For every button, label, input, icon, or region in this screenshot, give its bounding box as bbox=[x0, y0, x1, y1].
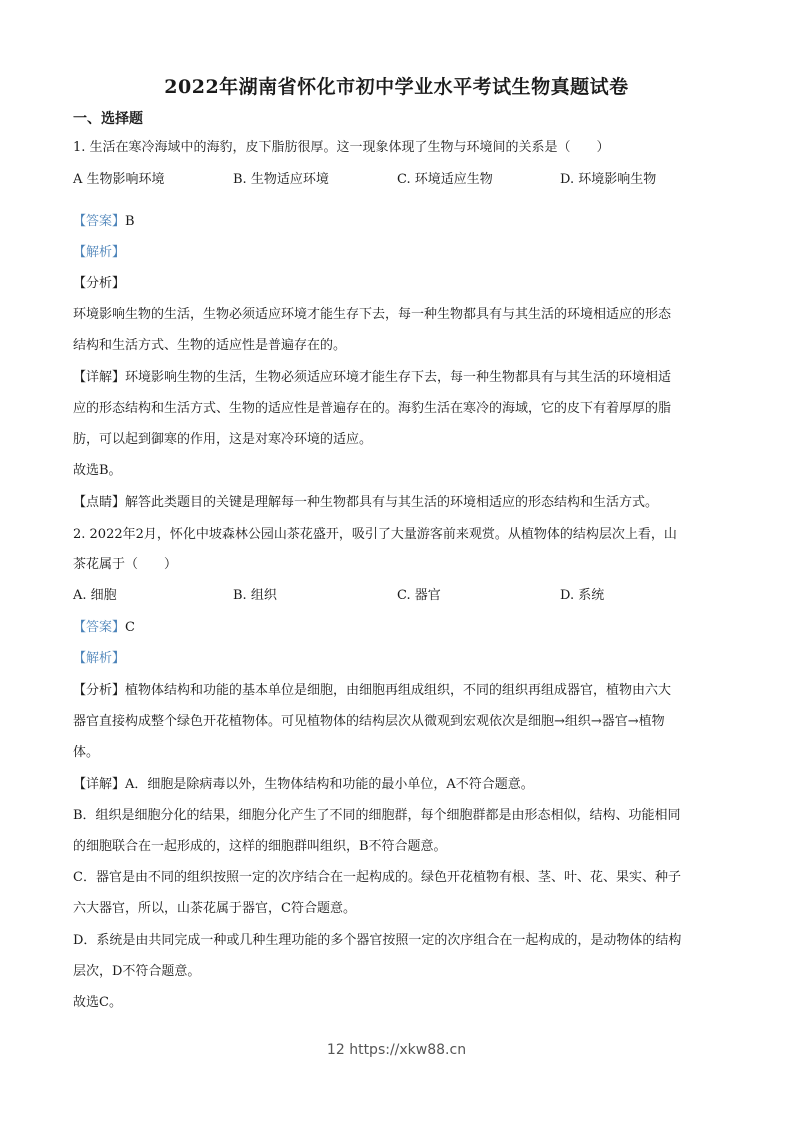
question-2-fenxi-line: 器官直接构成整个绿色开花植物体。可见植物体的结构层次从微观到宏观依次是细胞→组织→器官→植物 bbox=[73, 714, 665, 729]
question-2-fenxi bbox=[73, 682, 723, 700]
document-title: 2022年湖南省怀化市初中学业水平考试生物真题试卷 bbox=[164, 76, 629, 98]
section-heading: 一、选择题 bbox=[73, 111, 143, 127]
option-b: B. 生物适应环境 bbox=[233, 172, 329, 187]
option-a: A 生物影响环境 bbox=[73, 172, 165, 187]
question-1-xiangjie-line: 应的形态结构和生活方式、生物的适应性是普遍存在的。海豹生活在寒冷的海域，它的皮下有着厚厚的脂 bbox=[73, 401, 672, 416]
option-a: A. 细胞 bbox=[73, 588, 117, 603]
question-2-xiangjie-line: C．器官是由不同的组织按照一定的次序结合在一起构成的。绿色开花植物有根、茎、叶、花、果实、种子 bbox=[73, 870, 681, 885]
question-2-stem: 2. 2022年2月，怀化中坡森林公园山茶花盛开，吸引了大量游客前来观赏。从植物体的结构层次上看，山 bbox=[73, 527, 677, 542]
xiangjie-line: 环境影响生物的生活，生物必须适应环境才能生存下去，每一种生物都具有与其生活的环境相适 bbox=[125, 370, 672, 385]
page-footer bbox=[0, 1042, 793, 1058]
question-2-xiangjie-line: 的细胞联合在一起形成的，这样的细胞群叫组织，B不符合题意。 bbox=[73, 839, 447, 854]
fenxi-line: 植物体结构和功能的基本单位是细胞，由细胞再组成组织，不同的组织再组成器官，植物由六大 bbox=[125, 683, 672, 698]
xiangjie-line: A．细胞是除病毒以外，生物体结构和功能的最小单位，A不符合题意。 bbox=[125, 777, 534, 792]
question-1-fenxi-line: 结构和生活方式、生物的适应性是普遍存在的。 bbox=[73, 338, 347, 353]
question-1-fenxi-tag: 【分析】 bbox=[73, 276, 126, 291]
answer-value: C bbox=[125, 620, 135, 635]
question-1-dianjing bbox=[73, 494, 723, 512]
option-c: C. 器官 bbox=[397, 588, 441, 603]
dianjing-text: 解答此类题目的关键是理解每一种生物都具有与其生活的环境相适应的形态结构和生活方式。 bbox=[125, 495, 659, 510]
question-1-stem: 1. 生活在寒冷海域中的海豹，皮下脂肪很厚。这一现象体现了生物与环境间的关系是（ ） bbox=[73, 140, 610, 155]
question-1-answer bbox=[73, 213, 723, 231]
question-1-conclusion: 故选B。 bbox=[73, 463, 122, 478]
question-2-stem: 茶花属于（ ） bbox=[73, 557, 178, 572]
question-2-xiangjie-line: 层次，D不符合题意。 bbox=[73, 964, 201, 979]
question-1-fenxi-line: 环境影响生物的生活，生物必须适应环境才能生存下去，每一种生物都具有与其生活的环境相适应的形态 bbox=[73, 307, 672, 322]
footer-link[interactable]: https://xkw88.cn bbox=[349, 1042, 467, 1058]
question-2-xiangjie bbox=[73, 776, 723, 794]
question-1-analysis-tag: 【解析】 bbox=[73, 245, 126, 260]
dianjing-tag: 【点睛】 bbox=[73, 495, 126, 510]
question-2-answer bbox=[73, 619, 723, 637]
answer-tag: 【答案】 bbox=[73, 620, 126, 635]
question-2-xiangjie-line: B．组织是细胞分化的结果，细胞分化产生了不同的细胞群，每个细胞群都是由形态相似，结构、功能相同 bbox=[73, 808, 681, 823]
answer-value: B bbox=[125, 214, 135, 229]
option-b: B. 组织 bbox=[233, 588, 277, 603]
question-2-analysis-tag: 【解析】 bbox=[73, 651, 126, 666]
question-2-conclusion: 故选C。 bbox=[73, 995, 122, 1010]
page-number: 12 bbox=[326, 1042, 345, 1058]
question-1-xiangjie-line: 肪，可以起到御寒的作用，这是对寒冷环境的适应。 bbox=[73, 432, 373, 447]
option-c: C. 环境适应生物 bbox=[397, 172, 493, 187]
question-2-xiangjie-line: 六大器官，所以，山茶花属于器官，C符合题意。 bbox=[73, 901, 356, 916]
option-d: D. 系统 bbox=[560, 588, 605, 603]
xiangjie-tag: 【详解】 bbox=[73, 370, 126, 385]
question-2-fenxi-line: 体。 bbox=[73, 745, 100, 760]
xiangjie-tag: 【详解】 bbox=[73, 777, 126, 792]
answer-tag: 【答案】 bbox=[73, 214, 126, 229]
question-1-xiangjie bbox=[73, 369, 723, 387]
fenxi-tag: 【分析】 bbox=[73, 683, 126, 698]
question-2-xiangjie-line: D．系统是由共同完成一种或几种生理功能的多个器官按照一定的次序组合在一起构成的，是动物体的结构 bbox=[73, 933, 682, 948]
option-d: D. 环境影响生物 bbox=[560, 172, 657, 187]
